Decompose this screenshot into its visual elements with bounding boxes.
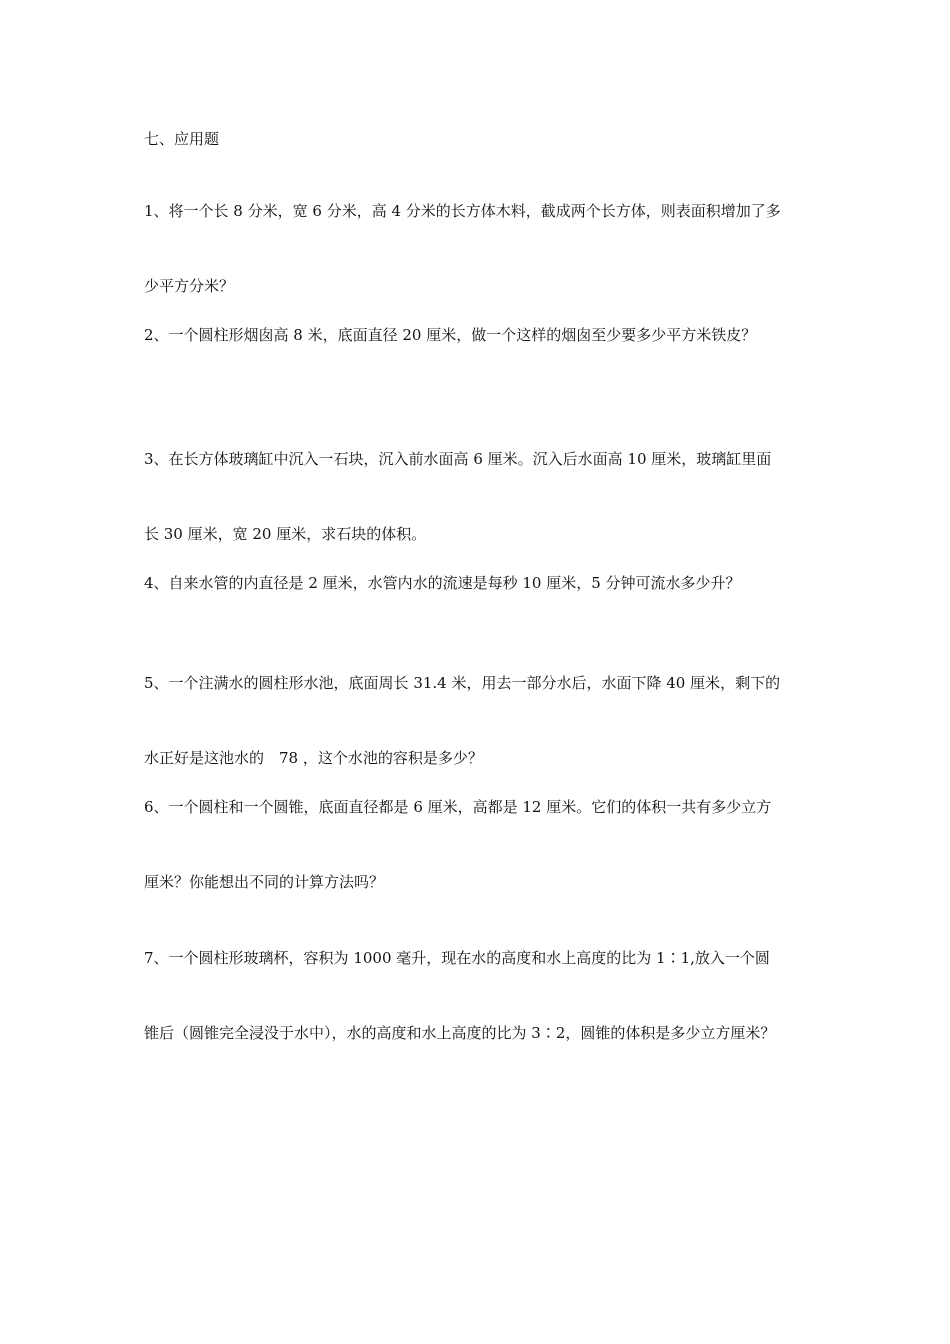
problem-2-line-1: 2、一个圆柱形烟囱高 8 米，底面直径 20 厘米，做一个这样的烟囱至少要多少平方米铁皮？ <box>144 326 757 344</box>
problem-7-line-1: 7、一个圆柱形玻璃杯，容积为 1000 毫升，现在水的高度和水上高度的比为 1∶1,放入一个圆 <box>144 949 770 967</box>
problem-1-line-1: 1、将一个长 8 分米，宽 6 分米，高 4 分米的长方体木料，截成两个长方体，则表面积增加了多 <box>144 202 781 220</box>
problem-3-line-1: 3、在长方体玻璃缸中沉入一石块，沉入前水面高 6 厘米。沉入后水面高 10 厘米，玻璃缸里面 <box>144 450 772 468</box>
problem-6-line-2: 厘米？你能想出不同的计算方法吗？ <box>144 873 385 891</box>
problem-3-line-2: 长 30 厘米，宽 20 厘米，求石块的体积。 <box>144 525 427 543</box>
problem-5-line-2: 水正好是这池水的 78 ，这个水池的容积是多少？ <box>144 749 483 767</box>
problem-1-line-2: 少平方分米？ <box>144 277 235 295</box>
problem-5-line-1: 5、一个注满水的圆柱形水池，底面周长 31.4 米，用去一部分水后，水面下降 40 厘米，剩下的 <box>144 674 781 692</box>
problem-4-line-1: 4、自来水管的内直径是 2 厘米，水管内水的流速是每秒 10 厘米，5 分钟可流水多少升？ <box>144 574 741 592</box>
section-title: 七、应用题 <box>144 130 220 148</box>
problem-7-line-2: 锥后（圆锥完全浸没于水中），水的高度和水上高度的比为 3∶2，圆锥的体积是多少立方厘米？ <box>144 1024 776 1042</box>
problem-2 <box>144 273 824 398</box>
problem-6-line-1: 6、一个圆柱和一个圆锥，底面直径都是 6 厘米，高都是 12 厘米。它们的体积一共有多少立方 <box>144 798 772 816</box>
problem-7 <box>144 896 824 1096</box>
